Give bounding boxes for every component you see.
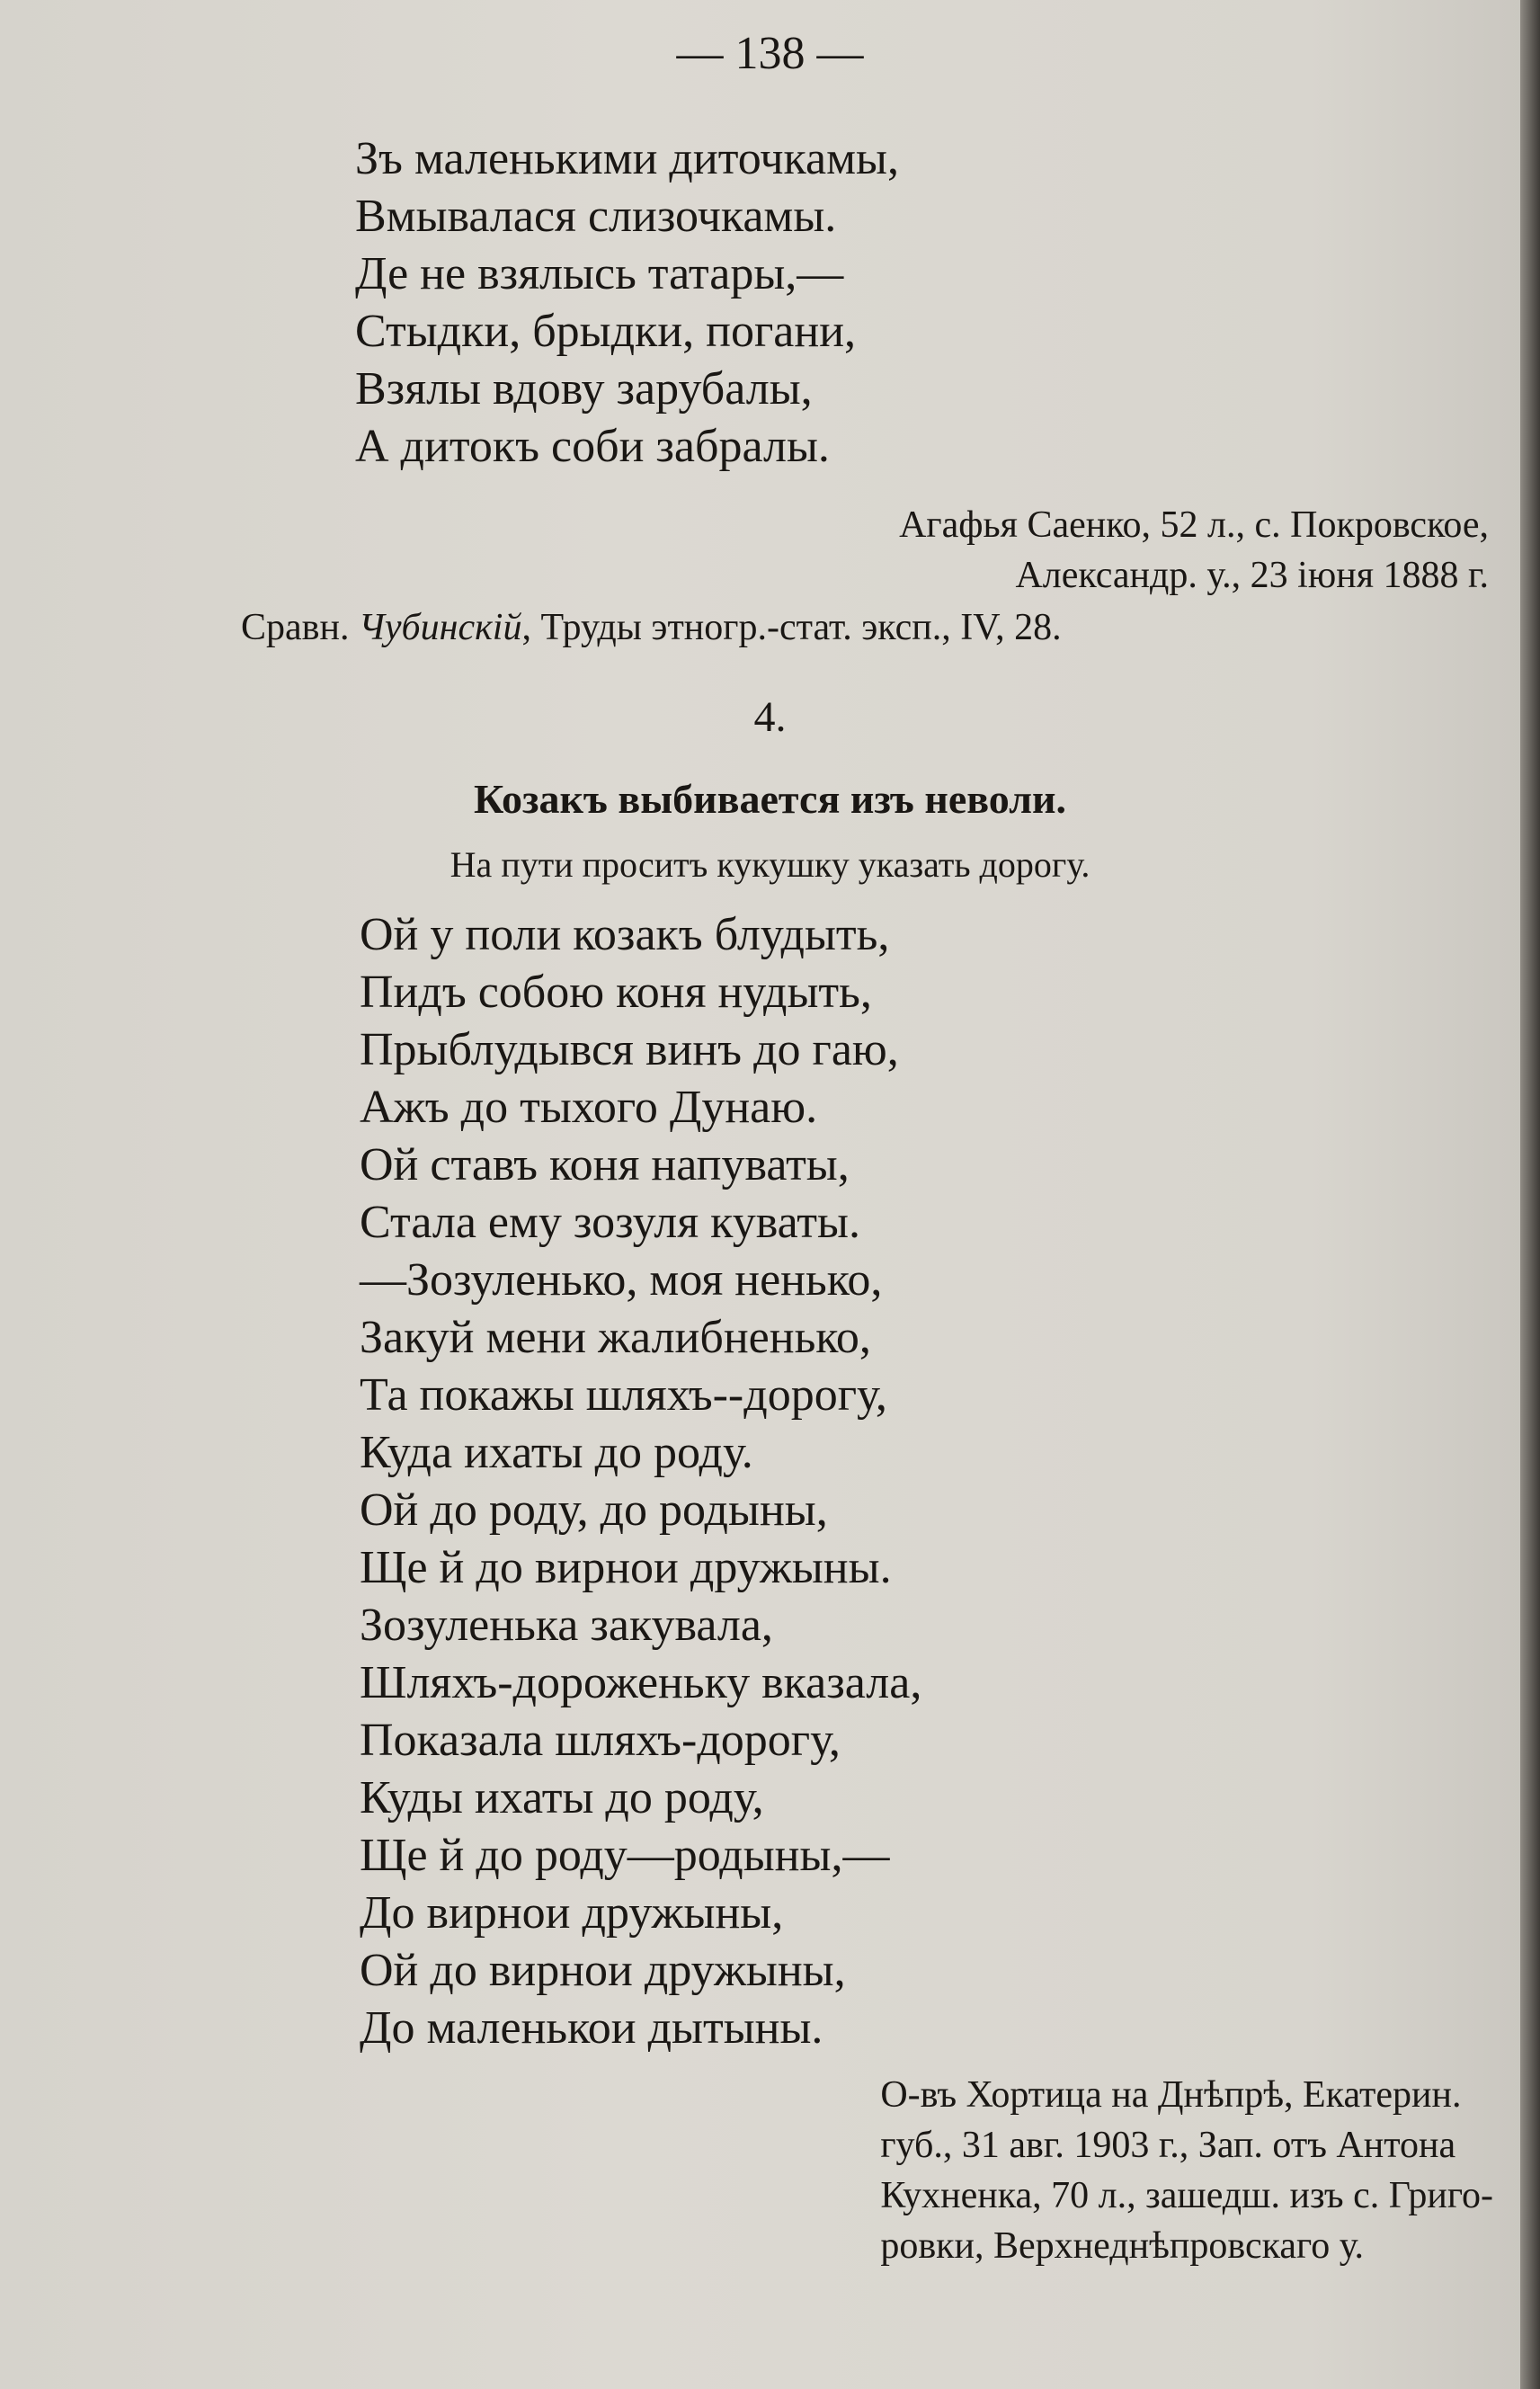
poem-end-verse	[355, 130, 899, 476]
compare-author: Чубинскій	[358, 607, 522, 648]
verse-line: До маленькои дытыны.	[360, 2002, 823, 2054]
song-verse	[360, 906, 921, 2057]
verse-line: Куды ихаты до роду,	[360, 1772, 764, 1823]
verse-line: Вмывалася слизочкамы.	[355, 191, 837, 242]
attribution-line: Агафья Саенко, 52 л., с. Покровское,	[899, 504, 1489, 546]
verse-line: Зозуленька закувала,	[360, 1600, 773, 1651]
verse-line: Показала шляхъ-дорогу,	[360, 1715, 841, 1766]
song-attribution	[880, 2070, 1493, 2271]
verse-line: —Зозуленько, моя ненько,	[360, 1254, 883, 1306]
verse-line: Ще й до вирнои дружыны.	[360, 1542, 892, 1593]
attribution-line: О-въ Хортица на Днѣпрѣ, Екатерин.	[880, 2074, 1462, 2116]
verse-line: Зъ маленькими диточкамы,	[355, 133, 899, 184]
verse-line: Взялы вдову зарубалы,	[355, 363, 813, 415]
verse-line: Закуй мени жалибненько,	[360, 1312, 871, 1363]
bleed-through-text	[1106, 135, 1519, 2203]
verse-line: Куда ихаты до роду.	[360, 1427, 753, 1478]
verse-line: Шляхъ-дороженьку вказала,	[360, 1657, 922, 1708]
compare-source: , Труды этногр.-стат. эксп., IV, 28.	[521, 607, 1062, 648]
attribution-line: ровки, Верхнеднѣпровскаго у.	[880, 2225, 1364, 2267]
verse-line: Ой у поли козакъ блудыть,	[360, 909, 890, 960]
verse-line: Ой до роду, до родыны,	[360, 1484, 828, 1536]
verse-line: А дитокъ соби забралы.	[355, 421, 830, 472]
verse-line: Стала ему зозуля куваты.	[360, 1197, 860, 1248]
poem-end-attribution	[899, 500, 1489, 601]
compare-prefix: Сравн.	[241, 607, 359, 648]
attribution-line: губ., 31 авг. 1903 г., Зап. отъ Антона	[880, 2125, 1456, 2166]
verse-line: Ще й до роду—родыны,—	[360, 1830, 890, 1881]
page-number: — 138 —	[676, 28, 864, 79]
verse-line: До вирнои дружыны,	[360, 1887, 784, 1939]
book-spine-shadow	[1520, 0, 1540, 2389]
verse-line: Ажъ до тыхого Дунаю.	[360, 1082, 818, 1133]
verse-line: Пидъ собою коня нудыть,	[360, 967, 872, 1018]
comparison-note	[241, 606, 1062, 649]
song-number: 4.	[753, 693, 787, 741]
verse-line: Ой ставъ коня напуваты,	[360, 1139, 850, 1190]
attribution-line: Александр. у., 23 іюня 1888 г.	[1015, 555, 1489, 596]
verse-line: Ой до вирнои дружыны,	[360, 1945, 846, 1996]
attribution-line: Кухненка, 70 л., зашедш. изъ с. Григо-	[880, 2175, 1493, 2216]
song-title: Козакъ выбивается изъ неволи.	[473, 776, 1067, 822]
verse-line: Стыдки, брыдки, погани,	[355, 306, 857, 357]
song-subtitle: На пути проситъ кукушку указать дорогу.	[450, 844, 1090, 885]
verse-line: Прыблудывся винъ до гаю,	[360, 1024, 899, 1075]
verse-line: Де не взялысь татары,—	[355, 248, 844, 299]
verse-line: Та покажы шляхъ--дорогу,	[360, 1369, 887, 1421]
